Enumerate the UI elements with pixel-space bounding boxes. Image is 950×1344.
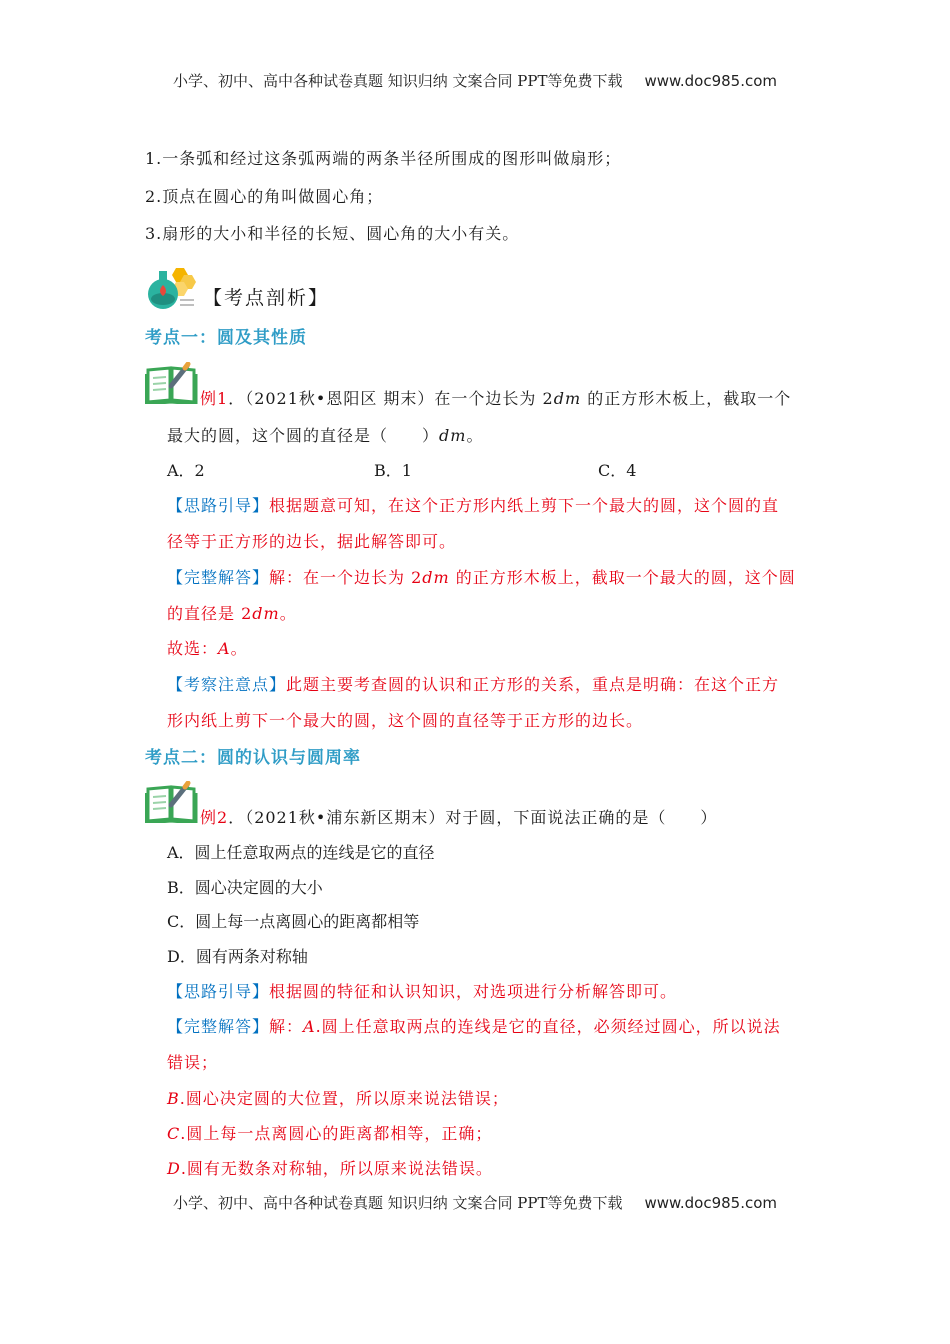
example-2-option-b: B．圆心决定圆的大小 xyxy=(167,878,323,897)
example-2-answer-line-3: B.圆心决定圆的大位置，所以原来说法错误； xyxy=(167,1089,509,1108)
example-1-answer-line-1: 【完整解答】解：在一个边长为 2dm 的正方形木板上，截取一个最大的圆，这个圆 xyxy=(167,568,796,587)
book-icon xyxy=(145,362,200,404)
example-1-label: 例1 xyxy=(200,389,229,408)
book-icon xyxy=(145,781,200,823)
header-text: 小学、初中、高中各种试卷真题 知识归纳 文案合同 PPT等免费下载 xyxy=(172,72,623,90)
guide-tag: 【思路引导】 xyxy=(167,982,270,1001)
section-title: 【考点剖析】 xyxy=(203,287,330,309)
example-2-option-c: C．圆上每一点离圆心的距离都相等 xyxy=(167,912,420,931)
example-1-question-line-2: 最大的圆，这个圆的直径是（ ）dm。 xyxy=(167,426,484,445)
example-1-answer-line-2: 的直径是 2dm。 xyxy=(167,604,297,623)
example-1-note-line-2: 形内纸上剪下一个最大的圆，这个圆的直径等于正方形的边长。 xyxy=(167,711,644,730)
example-1-option-c: C．4 xyxy=(598,461,637,480)
example-2-option-a: A．圆上任意取两点的连线是它的直径 xyxy=(167,843,435,862)
example-2-answer-line-5: D.圆有无数条对称轴，所以原来说法错误。 xyxy=(167,1159,493,1178)
answer-tag: 【完整解答】 xyxy=(167,1017,270,1036)
example-2-guide: 【思路引导】根据圆的特征和认识知识，对选项进行分析解答即可。 xyxy=(167,982,678,1001)
key-point-2-title: 考点二：圆的认识与圆周率 xyxy=(145,748,361,768)
note-tag: 【考察注意点】 xyxy=(167,675,287,694)
example-1-guide-line-1: 【思路引导】根据题意可知，在这个正方形内纸上剪下一个最大的圆，这个圆的直 xyxy=(167,496,780,515)
page-footer xyxy=(0,1192,950,1213)
example-2-question: 例2．（2021秋•浦东新区期末）对于圆，下面说法正确的是（ ） xyxy=(200,808,718,827)
answer-tag: 【完整解答】 xyxy=(167,568,270,587)
summary-point-1: 1.一条弧和经过这条弧两端的两条半径所围成的图形叫做扇形； xyxy=(145,149,622,168)
key-point-1-title: 考点一：圆及其性质 xyxy=(145,328,307,348)
guide-tag: 【思路引导】 xyxy=(167,496,270,515)
page-header xyxy=(0,70,950,91)
summary-point-2: 2.顶点在圆心的角叫做圆心角； xyxy=(145,187,384,206)
example-1-option-a: A．2 xyxy=(167,461,205,480)
example-2-answer-line-1: 【完整解答】解：A.圆上任意取两点的连线是它的直径，必须经过圆心，所以说法 xyxy=(167,1017,781,1036)
example-1-option-b: B．1 xyxy=(374,461,412,480)
summary-point-3: 3.扇形的大小和半径的长短、圆心角的大小有关。 xyxy=(145,224,520,243)
example-2-answer-line-2: 错误； xyxy=(167,1053,219,1072)
example-1-choice: 故选：A。 xyxy=(167,639,248,658)
flask-icon xyxy=(146,265,198,311)
footer-site[interactable]: www.doc985.com xyxy=(644,1194,778,1212)
example-1-guide-line-2: 径等于正方形的边长，据此解答即可。 xyxy=(167,532,457,551)
example-2-option-d: D．圆有两条对称轴 xyxy=(167,947,308,966)
example-2-answer-line-4: C.圆上每一点离圆心的距离都相等，正确； xyxy=(167,1124,493,1143)
example-1-note-line-1: 【考察注意点】此题主要考查圆的认识和正方形的关系，重点是明确：在这个正方 xyxy=(167,675,780,694)
example-1-question-line-1: 例1．（2021秋•恩阳区 期末）在一个边长为 2dm 的正方形木板上，截取一个 xyxy=(200,389,792,408)
example-2-label: 例2 xyxy=(200,808,229,827)
header-site[interactable]: www.doc985.com xyxy=(644,72,778,90)
footer-text: 小学、初中、高中各种试卷真题 知识归纳 文案合同 PPT等免费下载 xyxy=(172,1194,623,1212)
